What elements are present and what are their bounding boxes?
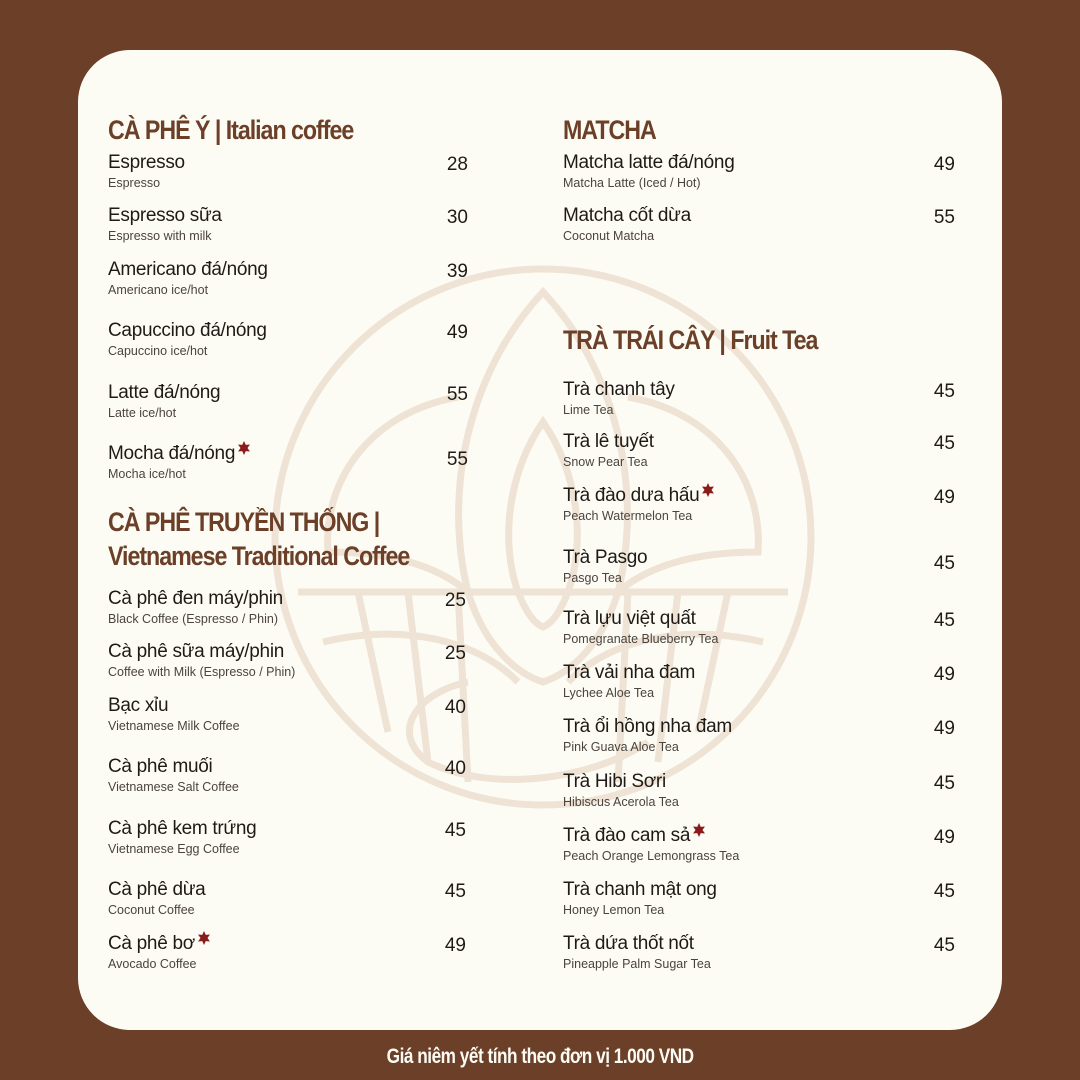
item-price: 55 <box>446 384 468 405</box>
item-english-name: Snow Pear Tea <box>563 455 648 469</box>
item-english-name: Espresso <box>108 176 161 190</box>
signature-star-icon <box>197 931 211 945</box>
item-name: Capuccino đá/nóng <box>108 320 267 341</box>
menu-item <box>108 320 468 359</box>
item-english-name: Capuccino ice/hot <box>108 344 208 358</box>
item-english-name: Honey Lemon Tea <box>563 903 665 917</box>
item-name: Matcha cốt dừa <box>563 205 691 226</box>
item-english-name: Coconut Coffee <box>108 903 195 917</box>
menu-item <box>563 379 955 418</box>
item-english-name: Lychee Aloe Tea <box>563 686 655 700</box>
item-price: 39 <box>446 261 468 282</box>
item-english-name: Lime Tea <box>563 403 614 417</box>
item-name: Americano đá/nóng <box>108 259 268 280</box>
menu-item <box>563 431 955 470</box>
menu-item <box>563 825 955 864</box>
item-english-name: Espresso with milk <box>108 229 212 243</box>
item-price: 25 <box>444 643 466 664</box>
item-price: 45 <box>933 773 955 794</box>
menu-item <box>563 547 955 586</box>
menu-item <box>108 818 466 857</box>
item-english-name: Avocado Coffee <box>108 957 197 971</box>
menu-item <box>108 879 466 918</box>
item-english-name: Vietnamese Salt Coffee <box>108 780 239 794</box>
menu-item <box>108 588 466 627</box>
section-title-fruit-tea: TRÀ TRÁI CÂY | Fruit Tea <box>563 325 818 355</box>
item-english-name: Pink Guava Aloe Tea <box>563 740 679 754</box>
section-title-traditional-coffee-line1: CÀ PHÊ TRUYỀN THỐNG | <box>108 507 380 537</box>
section-title-italian-coffee: CÀ PHÊ Ý | Italian coffee <box>108 115 354 145</box>
item-english-name: Mocha ice/hot <box>108 467 186 481</box>
menu-item <box>563 771 955 810</box>
menu-item <box>108 382 468 421</box>
section-title-matcha: MATCHA <box>563 115 656 145</box>
item-price: 30 <box>446 207 468 228</box>
item-name: Trà đào dưa hấu <box>563 485 955 507</box>
item-price: 40 <box>444 758 466 779</box>
menu-item <box>108 695 466 734</box>
item-price: 45 <box>933 881 955 902</box>
section-title-traditional-coffee-line2: Vietnamese Traditional Coffee <box>108 541 410 571</box>
item-name: Trà vải nha đam <box>563 662 696 683</box>
item-price: 49 <box>444 935 466 956</box>
item-name: Matcha latte đá/nóng <box>563 152 735 173</box>
item-price: 45 <box>933 381 955 402</box>
item-name: Trà chanh tây <box>563 379 675 400</box>
menu-item <box>108 641 466 680</box>
item-price: 55 <box>446 449 468 470</box>
menu-item <box>108 259 468 298</box>
item-name: Trà Pasgo <box>563 547 648 568</box>
menu-item <box>563 662 955 701</box>
item-name: Cà phê đen máy/phin <box>108 588 283 609</box>
signature-star-icon <box>237 441 251 455</box>
item-price: 49 <box>933 154 955 175</box>
item-name: Cà phê kem trứng <box>108 818 257 839</box>
item-price: 45 <box>444 820 466 841</box>
item-name: Trà lê tuyết <box>563 431 654 452</box>
item-name: Espresso sữa <box>108 205 222 226</box>
signature-star-icon <box>692 823 706 837</box>
item-name: Cà phê muối <box>108 756 213 777</box>
item-price: 40 <box>444 697 466 718</box>
item-english-name: Pineapple Palm Sugar Tea <box>563 957 711 971</box>
menu-item <box>563 716 955 755</box>
item-price: 55 <box>933 207 955 228</box>
item-name: Trà dứa thốt nốt <box>563 933 694 954</box>
item-english-name: Pomegranate Blueberry Tea <box>563 632 719 646</box>
item-price: 45 <box>933 553 955 574</box>
item-english-name: Matcha Latte (Iced / Hot) <box>563 176 701 190</box>
item-name: Cà phê dừa <box>108 879 206 900</box>
item-english-name: Black Coffee (Espresso / Phin) <box>108 612 278 626</box>
item-price: 25 <box>444 590 466 611</box>
item-english-name: Coffee with Milk (Espresso / Phin) <box>108 665 296 679</box>
item-english-name: Latte ice/hot <box>108 406 177 420</box>
item-price: 49 <box>933 718 955 739</box>
price-unit-note: Giá niêm yết tính theo đơn vị 1.000 VND <box>386 1045 694 1068</box>
menu-item <box>563 933 955 972</box>
menu-item <box>108 443 468 482</box>
item-english-name: Americano ice/hot <box>108 283 209 297</box>
menu-item <box>108 756 466 795</box>
item-english-name: Coconut Matcha <box>563 229 655 243</box>
item-name: Trà ổi hồng nha đam <box>563 716 732 737</box>
item-price: 28 <box>446 154 468 175</box>
item-english-name: Peach Orange Lemongrass Tea <box>563 849 740 863</box>
menu-item <box>563 152 955 191</box>
item-price: 49 <box>446 322 468 343</box>
item-price: 49 <box>933 827 955 848</box>
item-english-name: Pasgo Tea <box>563 571 622 585</box>
item-english-name: Hibiscus Acerola Tea <box>563 795 679 809</box>
item-english-name: Peach Watermelon Tea <box>563 509 693 523</box>
item-name: Trà Hibi Sơri <box>563 771 666 792</box>
item-name: Bạc xỉu <box>108 695 169 716</box>
item-price: 49 <box>933 487 955 508</box>
item-name: Mocha đá/nóng <box>108 443 468 465</box>
menu-item <box>108 933 466 972</box>
item-name: Trà lựu việt quất <box>563 608 696 629</box>
item-price: 45 <box>933 935 955 956</box>
item-price: 49 <box>933 664 955 685</box>
item-price: 45 <box>933 433 955 454</box>
menu-item <box>563 608 955 647</box>
item-name: Cà phê bơ <box>108 933 466 955</box>
item-english-name: Vietnamese Egg Coffee <box>108 842 240 856</box>
menu-item <box>563 485 955 524</box>
menu-card <box>78 50 1002 1030</box>
item-name: Latte đá/nóng <box>108 382 221 403</box>
item-name: Cà phê sữa máy/phin <box>108 641 285 662</box>
signature-star-icon <box>701 483 715 497</box>
item-name: Espresso <box>108 152 185 173</box>
menu-item <box>108 152 468 191</box>
menu-item <box>563 205 955 244</box>
item-name: Trà chanh mật ong <box>563 879 717 900</box>
item-price: 45 <box>444 881 466 902</box>
item-english-name: Vietnamese Milk Coffee <box>108 719 240 733</box>
menu-item <box>108 205 468 244</box>
item-price: 45 <box>933 610 955 631</box>
menu-item <box>563 879 955 918</box>
item-name: Trà đào cam sả <box>563 825 955 847</box>
